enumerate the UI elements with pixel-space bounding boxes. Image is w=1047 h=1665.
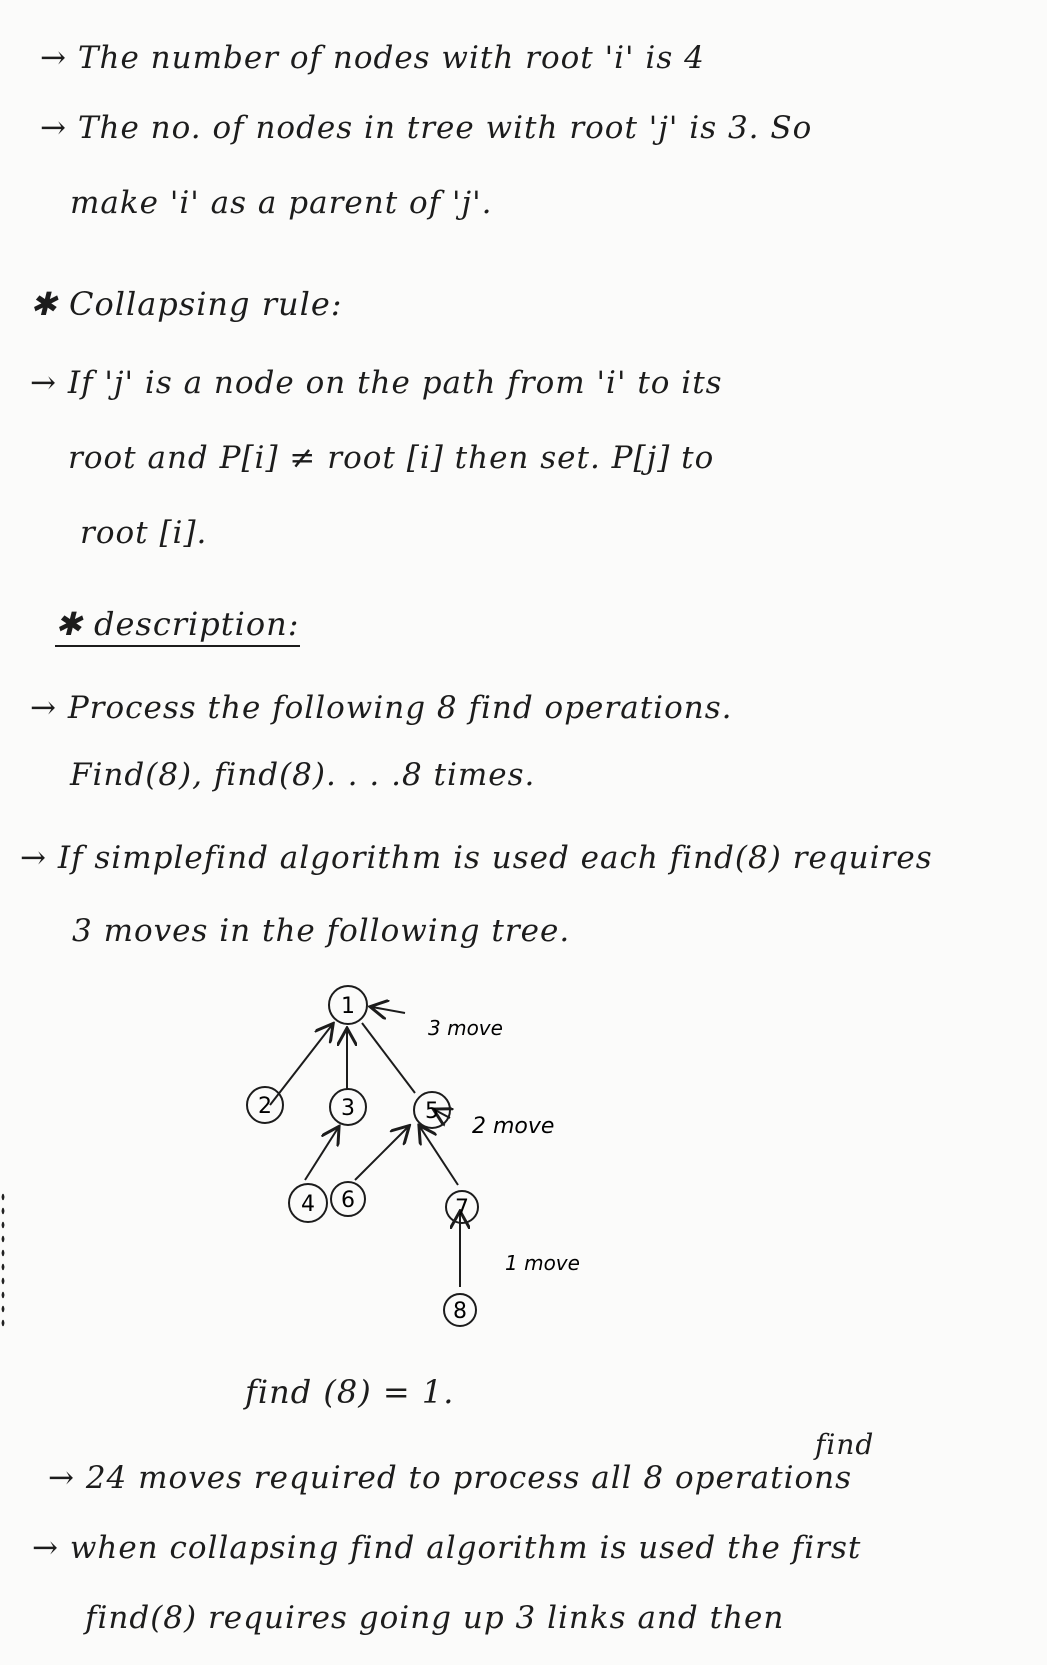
tree-node-7 <box>446 1191 478 1223</box>
tree-edge-5-1 <box>362 1023 415 1093</box>
tree-edge-4-3 <box>305 1128 338 1180</box>
tree-diagram <box>220 985 640 1365</box>
tree-edge-6-5 <box>355 1127 408 1180</box>
note-line-2: → The no. of nodes in tree with root 'j' is 3. So <box>40 110 813 146</box>
tree-node-4 <box>289 1184 327 1222</box>
svg-text:5: 5 <box>425 1099 439 1124</box>
find-result: find (8) = 1. <box>245 1373 455 1411</box>
tree-node-6 <box>331 1182 365 1216</box>
svg-text:8: 8 <box>453 1299 467 1324</box>
tree-node-1 <box>329 986 367 1024</box>
note-line-1: → The number of nodes with root 'i' is 4 <box>40 40 705 76</box>
find-above-note: find <box>815 1428 875 1461</box>
note-line-11: → 24 moves required to process all 8 operations <box>48 1460 853 1496</box>
svg-text:3: 3 <box>341 1096 355 1121</box>
svg-text:6: 6 <box>341 1188 355 1213</box>
note-line-5: root and P[i] ≠ root [i] then set. P[j] to <box>68 440 715 476</box>
note-line-10: 3 moves in the following tree. <box>72 913 571 949</box>
svg-text:7: 7 <box>455 1196 469 1221</box>
note-line-4: → If 'j' is a node on the path from 'i' to its <box>30 365 723 401</box>
annotation-2-move: 2 move <box>472 1114 555 1139</box>
svg-text:1: 1 <box>341 994 355 1019</box>
notebook-edge-dots <box>0 1190 6 1330</box>
note-line-3: make 'i' as a parent of 'j'. <box>70 185 493 221</box>
move-arrow-3 <box>372 1007 405 1013</box>
svg-text:4: 4 <box>301 1192 315 1217</box>
tree-node-2 <box>247 1087 283 1123</box>
tree-edge-7-5 <box>420 1127 458 1185</box>
svg-text:2: 2 <box>258 1094 272 1119</box>
annotation-1-move: 1 move <box>505 1251 580 1275</box>
tree-node-8 <box>444 1294 476 1326</box>
annotation-3-move: 3 move <box>428 1016 503 1040</box>
note-line-6: root [i]. <box>80 515 208 551</box>
note-line-9: → If simplefind algorithm is used each find(8) requires <box>20 840 933 876</box>
heading-description-text: ✱ description: <box>55 605 300 647</box>
tree-node-3 <box>330 1089 366 1125</box>
note-line-12: → when collapsing find algorithm is used the first <box>32 1530 862 1566</box>
tree-node-5 <box>414 1092 450 1128</box>
heading-collapsing-rule: ✱ Collapsing rule: <box>30 285 343 323</box>
note-line-13: find(8) requires going up 3 links and then <box>85 1600 785 1636</box>
note-line-7: → Process the following 8 find operations. <box>30 690 733 726</box>
heading-description <box>55 605 300 643</box>
note-line-8: Find(8), find(8). . . .8 times. <box>70 757 536 793</box>
